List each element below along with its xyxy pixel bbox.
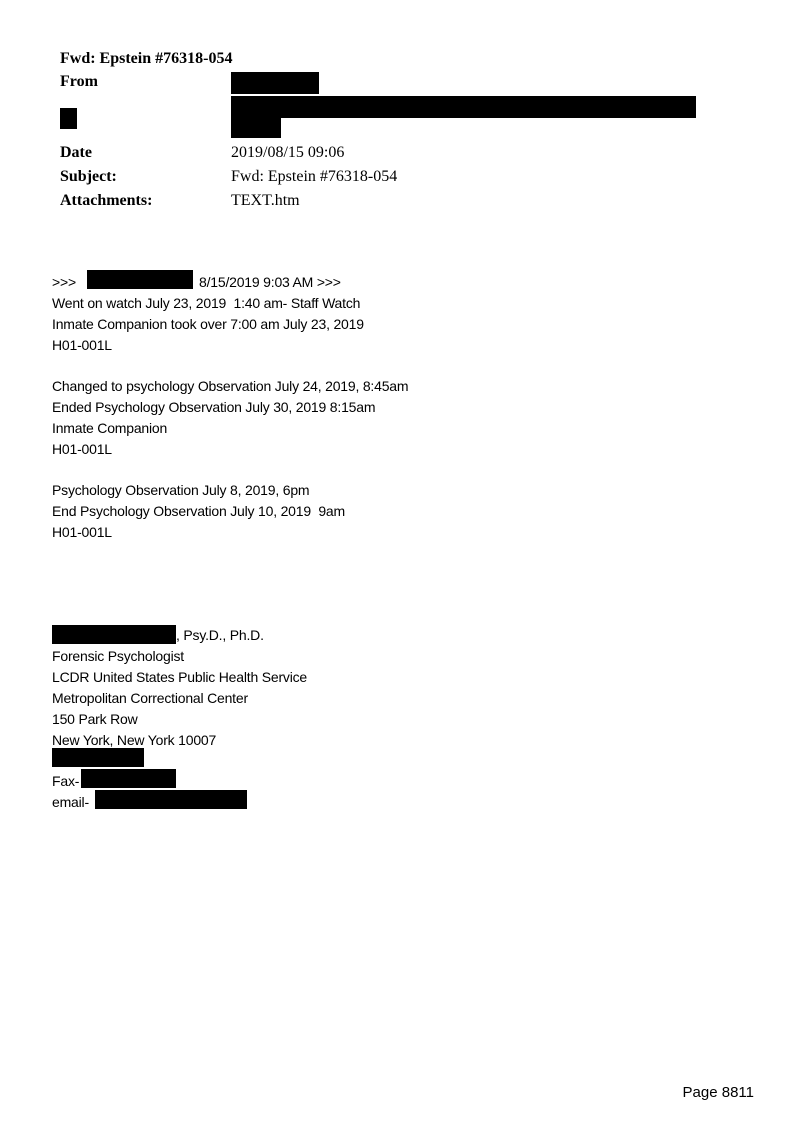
paragraph-line: Inmate Companion	[52, 420, 168, 436]
paragraph-line: H01-001L	[52, 441, 112, 457]
paragraph-1	[52, 293, 364, 356]
attachments-label: Attachments:	[60, 192, 153, 209]
redaction-signer-name	[52, 625, 176, 644]
attachments-value: TEXT.htm	[231, 192, 300, 209]
paragraph-2	[52, 376, 408, 460]
signer-credentials: , Psy.D., Ph.D.	[176, 627, 264, 643]
forward-timestamp: 8/15/2019 9:03 AM >>>	[199, 274, 341, 290]
email-title: Fwd: Epstein #76318-054	[60, 50, 233, 67]
from-label: From	[60, 73, 98, 90]
page-number: Page 8811	[682, 1084, 754, 1101]
signer-title: Forensic Psychologist	[52, 648, 184, 664]
redaction-to-cont	[231, 118, 281, 138]
paragraph-line: H01-001L	[52, 524, 112, 540]
signer-city: New York, New York 10007	[52, 732, 217, 748]
paragraph-line: Went on watch July 23, 2019 1:40 am- Staff Watch	[52, 295, 361, 311]
signature-block	[52, 646, 307, 751]
signer-facility: Metropolitan Correctional Center	[52, 690, 248, 706]
redaction-forward-sender	[87, 270, 193, 289]
date-label: Date	[60, 144, 92, 161]
redaction-to-label	[60, 108, 77, 129]
paragraph-line: End Psychology Observation July 10, 2019 9am	[52, 503, 345, 519]
paragraph-line: Ended Psychology Observation July 30, 2019 8:15am	[52, 399, 376, 415]
paragraph-line: Inmate Companion took over 7:00 am July 23, 2019	[52, 316, 364, 332]
date-value: 2019/08/15 09:06	[231, 144, 345, 161]
paragraph-line: Psychology Observation July 8, 2019, 6pm	[52, 482, 310, 498]
signer-rank: LCDR United States Public Health Service	[52, 669, 308, 685]
signer-street: 150 Park Row	[52, 711, 138, 727]
forward-line	[52, 272, 76, 293]
paragraph-line: H01-001L	[52, 337, 112, 353]
redaction-to	[231, 96, 696, 118]
forward-prefix: >>>	[52, 274, 76, 290]
subject-label: Subject:	[60, 168, 117, 185]
redaction-phone	[52, 748, 144, 767]
paragraph-3	[52, 480, 345, 543]
redaction-from	[231, 72, 319, 94]
redaction-email	[95, 790, 247, 809]
email-label: email-	[52, 794, 89, 810]
redaction-fax	[81, 769, 176, 788]
subject-value: Fwd: Epstein #76318-054	[231, 168, 398, 185]
fax-label: Fax-	[52, 773, 80, 789]
paragraph-line: Changed to psychology Observation July 24, 2019, 8:45am	[52, 378, 409, 394]
